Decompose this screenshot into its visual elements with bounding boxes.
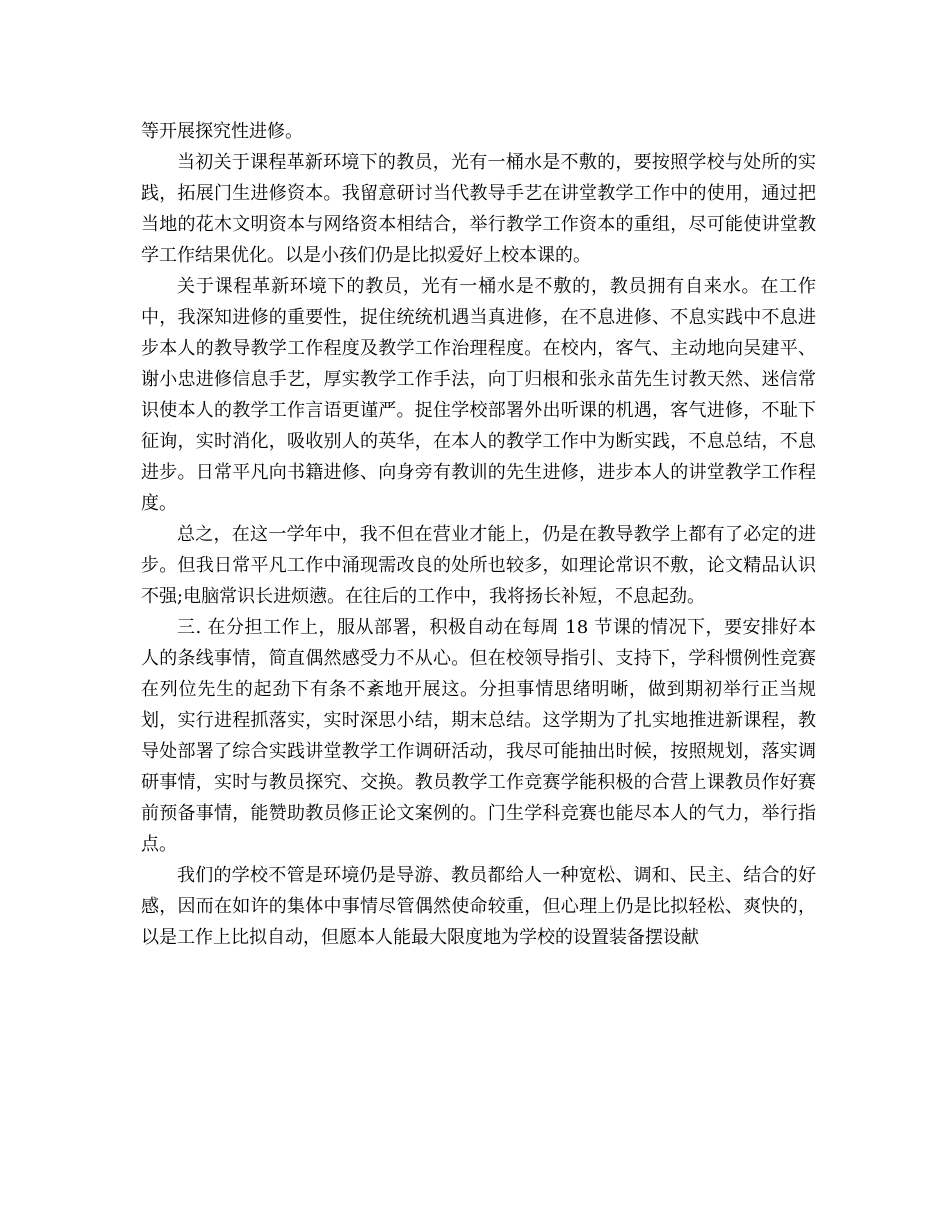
paragraph-curriculum-resources: 当初关于课程革新环境下的教员，光有一桶水是不敷的，要按照学校与处所的实践，拓展门生进修资本。我留意研讨当代教导手艺在讲堂教学工作中的使用，通过把当地的花木文明资本与网络资本相结合，举行教学工作资本的重组，尽可能使讲堂教学工作结果优化。以是小孩们仍是比拟爱好上校本课的。 [141,152,816,266]
paragraph-summary: 总之，在这一学年中，我不但在营业才能上，仍是在教导教学上都有了必定的进步。但我日常平凡工作中涌现需改良的处所也较多，如理论常识不敷，论文精品认识不强;电脑常识长进烦懑。在往后的工作中，我将扬长补短，不息起劲。 [141,524,816,607]
paragraph-learning: 关于课程革新环境下的教员，光有一桶水是不敷的，教员拥有自来水。在工作中，我深知进修的重要性，捉住统统机遇当真进修，在不息进修、不息实践中不息进步本人的教导教学工作程度及教学工作治理程度。在校内，客气、主动地向吴建平、谢小忠进修信息手艺，厚实教学工作手法，向丁归根和张永苗先生讨教天然、迷信常识使本人的教学工作言语更谨严。捉住学校部署外出听课的机遇，客气进修，不耻下征询，实时消化，吸收别人的英华，在本人的教学工作中为断实践，不息总结，不息进步。日常平凡向书籍进修、向身旁有教训的先生进修，进步本人的讲堂教学工作程度。 [141,276,816,514]
paragraph-school-environment: 我们的学校不管是环境仍是导游、教员都给人一种宽松、调和、民主、结合的好感，因而在如许的集体中事情尽管偶然使命较重，但心理上仍是比拟轻松、爽快的，以是工作上比拟自动，但愿本人能最大限度地为学校的设置装备摆设献 [141,865,816,948]
paragraph-shared-duties: 三. 在分担工作上，服从部署，积极自动在每周 18 节课的情况下，要安排好本人的条线事情，简直偶然感受力不从心。但在校领导指引、支持下，学科惯例性竞赛在列位先生的起劲下有条不紊地开展这。分担事情思绪明晰，做到期初举行正当规划，实行进程抓落实，实时深思小结，期末总结。这学期为了扎实地推进新课程，教导处部署了综合实践讲堂教学工作调研活动，我尽可能抽出时候，按照规划，落实调研事情，实时与教员探究、交换。教员教学工作竞赛学能积极的合营上课教员作好赛前预备事情，能赞助教员修正论文案例的。门生学科竞赛也能尽本人的气力，举行指点。 [141,617,816,855]
body-text [141,116,816,953]
paragraph-continuation: 等开展探究性进修。 [141,121,303,142]
